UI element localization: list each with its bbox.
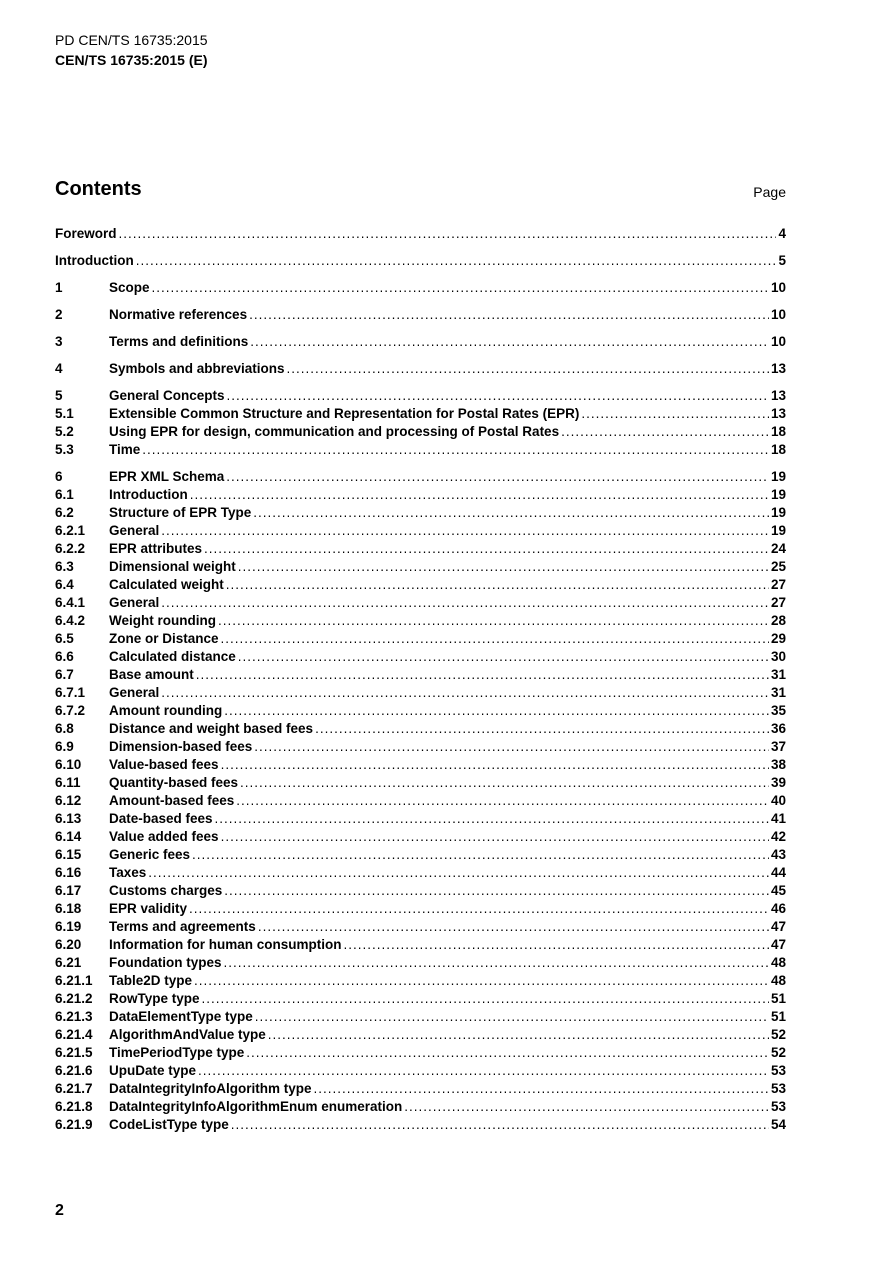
toc-entry[interactable] [55,253,786,271]
toc-entry-title: Time [109,442,141,457]
table-of-contents [55,226,786,1135]
toc-leader-dots [161,595,769,610]
toc-entry-number: 6.21.9 [55,1117,93,1132]
toc-entry-title: CodeListType type [109,1117,229,1132]
toc-entry-page: 48 [770,973,786,988]
toc-entry[interactable] [55,865,786,883]
toc-entry-page: 53 [770,1099,786,1114]
toc-entry-page: 19 [770,505,786,520]
toc-leader-dots [221,631,769,646]
toc-entry-number: 6.20 [55,937,82,952]
toc-entry-page: 42 [770,829,786,844]
toc-leader-dots [287,361,769,376]
toc-entry-page: 18 [770,424,786,439]
toc-leader-dots [221,829,769,844]
toc-entry-number: 5.3 [55,442,74,457]
toc-entry[interactable] [55,703,786,721]
toc-entry-number: 6.21.6 [55,1063,93,1078]
toc-entry-number: 6.18 [55,901,82,916]
toc-entry[interactable] [55,739,786,757]
toc-entry-number: 6.7.2 [55,703,86,718]
toc-entry[interactable] [55,883,786,901]
toc-entry-page: 54 [770,1117,786,1132]
toc-entry-page: 31 [770,667,786,682]
toc-leader-dots [224,955,769,970]
toc-entry[interactable] [55,424,786,442]
toc-entry-page: 44 [770,865,786,880]
toc-leader-dots [224,703,769,718]
toc-leader-dots [254,739,769,754]
toc-leader-dots [226,469,769,484]
toc-entry[interactable] [55,559,786,577]
toc-entry-title: DataIntegrityInfoAlgorithmEnum enumeration [109,1099,403,1114]
toc-entry-number: 6.12 [55,793,82,808]
toc-entry-page: 40 [770,793,786,808]
toc-entry-number: 6.4.2 [55,613,86,628]
toc-leader-dots [196,667,769,682]
toc-entry-title: Customs charges [109,883,223,898]
toc-entry-number: 2 [55,307,63,322]
toc-leader-dots [258,919,769,934]
toc-leader-dots [404,1099,769,1114]
toc-entry-number: 6.14 [55,829,82,844]
toc-leader-dots [344,937,769,952]
toc-entry-number: 6.5 [55,631,74,646]
toc-entry[interactable] [55,685,786,703]
toc-leader-dots [255,1009,769,1024]
toc-leader-dots [561,424,769,439]
toc-entry[interactable] [55,406,786,424]
toc-entry-number: 6.7.1 [55,685,86,700]
toc-entry[interactable] [55,901,786,919]
toc-leader-dots [581,406,769,421]
toc-entry-page: 19 [770,469,786,484]
toc-entry[interactable] [55,1081,786,1099]
toc-entry[interactable] [55,631,786,649]
toc-entry[interactable] [55,793,786,811]
toc-entry[interactable] [55,1045,786,1063]
toc-entry-page: 27 [770,595,786,610]
toc-entry-page: 10 [770,307,786,322]
toc-leader-dots [236,793,769,808]
toc-entry[interactable] [55,649,786,667]
toc-entry[interactable] [55,811,786,829]
toc-entry[interactable] [55,973,786,991]
toc-leader-dots [192,847,769,862]
toc-leader-dots [215,811,769,826]
page-title: Contents [55,178,142,200]
toc-entry[interactable] [55,577,786,595]
toc-entry[interactable] [55,595,786,613]
toc-entry[interactable] [55,721,786,739]
toc-entry-title: EPR attributes [109,541,203,556]
toc-leader-dots [204,541,769,556]
toc-leader-dots [142,442,769,457]
toc-entry-number: 6.13 [55,811,82,826]
toc-entry[interactable] [55,1099,786,1117]
toc-entry-number: 6.21.5 [55,1045,93,1060]
page-column-label: Page [753,184,786,200]
toc-entry-page: 53 [770,1081,786,1096]
toc-entry-number: 6.21.8 [55,1099,93,1114]
toc-entry-title: Dimension-based fees [109,739,253,754]
toc-leader-dots [238,559,769,574]
toc-leader-dots [224,883,769,898]
toc-entry-page: 43 [770,847,786,862]
toc-leader-dots [249,307,769,322]
toc-entry[interactable] [55,469,786,487]
toc-entry-page: 51 [770,1009,786,1024]
toc-entry[interactable] [55,307,786,325]
toc-entry-title: Date-based fees [109,811,213,826]
toc-entry-title: Introduction [55,253,134,268]
toc-entry-number: 6.17 [55,883,82,898]
toc-entry-page: 29 [770,631,786,646]
toc-entry-title: General [109,595,160,610]
toc-entry-number: 6.10 [55,757,82,772]
toc-entry-number: 6.9 [55,739,74,754]
toc-entry[interactable] [55,523,786,541]
toc-entry-page: 51 [770,991,786,1006]
toc-entry[interactable] [55,361,786,379]
toc-entry-page: 13 [770,388,786,403]
toc-entry[interactable] [55,487,786,505]
toc-entry-number: 6.15 [55,847,82,862]
toc-leader-dots [268,1027,769,1042]
toc-entry-title: Dimensional weight [109,559,236,574]
toc-entry[interactable] [55,388,786,406]
toc-entry-title: Foreword [55,226,117,241]
toc-entry[interactable] [55,1009,786,1027]
toc-entry-title: Zone or Distance [109,631,219,646]
toc-leader-dots [240,775,769,790]
toc-entry-number: 6.2 [55,505,74,520]
toc-entry-page: 13 [770,361,786,376]
toc-entry-number: 6.2.1 [55,523,86,538]
toc-entry-title: Information for human consumption [109,937,342,952]
toc-leader-dots [161,523,769,538]
toc-entry-title: Amount rounding [109,703,223,718]
toc-entry-title: Normative references [109,307,248,322]
toc-entry-title: Distance and weight based fees [109,721,314,736]
toc-entry-title: Structure of EPR Type [109,505,252,520]
document-id-english: CEN/TS 16735:2015 (E) [55,52,208,68]
toc-entry-number: 3 [55,334,63,349]
toc-entry-number: 6.21.2 [55,991,93,1006]
toc-entry[interactable] [55,1063,786,1081]
toc-entry-title: DataElementType type [109,1009,253,1024]
toc-entry-title: Extensible Common Structure and Representation for Postal Rates (EPR) [109,406,580,421]
toc-entry[interactable] [55,847,786,865]
toc-leader-dots [194,973,769,988]
toc-leader-dots [246,1045,769,1060]
toc-leader-dots [190,487,769,502]
toc-entry-page: 47 [770,919,786,934]
toc-leader-dots [136,253,777,268]
toc-entry[interactable] [55,775,786,793]
toc-entry-number: 6.19 [55,919,82,934]
toc-entry-title: Scope [109,280,150,295]
toc-entry-page: 41 [770,811,786,826]
toc-entry-number: 6.7 [55,667,74,682]
toc-entry-number: 5.2 [55,424,74,439]
toc-entry-title: Value-based fees [109,757,219,772]
toc-entry-page: 53 [770,1063,786,1078]
toc-entry[interactable] [55,667,786,685]
toc-entry-page: 24 [770,541,786,556]
toc-entry-number: 1 [55,280,63,295]
toc-entry-title: General [109,685,160,700]
toc-entry-page: 48 [770,955,786,970]
toc-entry-number: 5 [55,388,63,403]
toc-entry-title: Taxes [109,865,147,880]
page-number: 2 [55,1202,64,1219]
toc-leader-dots [189,901,769,916]
toc-entry-title: Quantity-based fees [109,775,239,790]
toc-entry-number: 6.4 [55,577,74,592]
toc-entry-title: Base amount [109,667,194,682]
toc-entry-page: 37 [770,739,786,754]
toc-entry[interactable] [55,955,786,973]
toc-entry-title: General [109,523,160,538]
toc-entry-page: 35 [770,703,786,718]
toc-entry-title: UpuDate type [109,1063,197,1078]
toc-entry-title: Table2D type [109,973,193,988]
toc-entry-page: 52 [770,1045,786,1060]
toc-leader-dots [221,757,769,772]
toc-entry-page: 30 [770,649,786,664]
toc-entry[interactable] [55,919,786,937]
toc-leader-dots [315,721,769,736]
toc-entry-title: Introduction [109,487,188,502]
toc-entry-page: 27 [770,577,786,592]
toc-entry-number: 6.21.3 [55,1009,93,1024]
toc-entry-page: 13 [770,406,786,421]
toc-entry-number: 6.4.1 [55,595,86,610]
toc-entry-page: 38 [770,757,786,772]
toc-entry[interactable] [55,937,786,955]
toc-entry-title: EPR validity [109,901,188,916]
toc-entry-number: 6.16 [55,865,82,880]
toc-entry-page: 36 [770,721,786,736]
toc-leader-dots [253,505,769,520]
toc-entry-title: Using EPR for design, communication and processing of Postal Rates [109,424,560,439]
toc-entry-page: 47 [770,937,786,952]
toc-entry-number: 5.1 [55,406,74,421]
toc-entry-number: 6.2.2 [55,541,86,556]
toc-leader-dots [227,388,769,403]
toc-entry-number: 6.21.7 [55,1081,93,1096]
toc-leader-dots [231,1117,769,1132]
toc-leader-dots [148,865,769,880]
toc-entry-title: EPR XML Schema [109,469,225,484]
toc-entry-title: Terms and definitions [109,334,249,349]
toc-entry[interactable] [55,1117,786,1135]
toc-entry-title: Calculated weight [109,577,224,592]
toc-leader-dots [250,334,769,349]
toc-entry-title: Weight rounding [109,613,216,628]
toc-entry[interactable] [55,757,786,775]
toc-entry-number: 6 [55,469,63,484]
toc-entry-page: 5 [778,253,786,268]
toc-entry-number: 4 [55,361,63,376]
toc-entry-page: 18 [770,442,786,457]
toc-entry-page: 19 [770,523,786,538]
toc-entry[interactable] [55,541,786,559]
toc-entry-title: Foundation types [109,955,222,970]
toc-leader-dots [198,1063,769,1078]
toc-leader-dots [218,613,769,628]
toc-entry[interactable] [55,280,786,298]
toc-entry[interactable] [55,829,786,847]
toc-entry-number: 6.21 [55,955,82,970]
toc-entry-title: DataIntegrityInfoAlgorithm type [109,1081,312,1096]
toc-entry-title: Value added fees [109,829,219,844]
toc-entry[interactable] [55,226,786,244]
toc-entry[interactable] [55,613,786,631]
toc-entry-page: 46 [770,901,786,916]
toc-leader-dots [226,577,769,592]
toc-entry-number: 6.8 [55,721,74,736]
toc-entry-title: RowType type [109,991,200,1006]
toc-entry-number: 6.11 [55,775,81,790]
toc-entry[interactable] [55,991,786,1009]
toc-entry-number: 6.3 [55,559,74,574]
toc-entry-title: Symbols and abbreviations [109,361,285,376]
toc-entry-page: 52 [770,1027,786,1042]
document-id: PD CEN/TS 16735:2015 [55,32,208,48]
toc-entry-page: 39 [770,775,786,790]
toc-entry-page: 31 [770,685,786,700]
toc-leader-dots [161,685,769,700]
toc-entry-page: 10 [770,280,786,295]
toc-entry[interactable] [55,442,786,460]
toc-leader-dots [119,226,777,241]
toc-entry-title: Calculated distance [109,649,236,664]
toc-leader-dots [314,1081,769,1096]
toc-entry-page: 28 [770,613,786,628]
toc-entry-title: Generic fees [109,847,191,862]
toc-entry-page: 25 [770,559,786,574]
toc-entry-page: 45 [770,883,786,898]
toc-entry[interactable] [55,1027,786,1045]
toc-entry[interactable] [55,334,786,352]
toc-entry-number: 6.21.4 [55,1027,93,1042]
toc-entry-page: 4 [778,226,786,241]
toc-entry-number: 6.6 [55,649,74,664]
toc-entry-title: AlgorithmAndValue type [109,1027,266,1042]
toc-entry-title: General Concepts [109,388,225,403]
toc-entry-title: Amount-based fees [109,793,235,808]
toc-leader-dots [238,649,769,664]
toc-entry-page: 10 [770,334,786,349]
toc-entry-title: TimePeriodType type [109,1045,245,1060]
toc-entry-title: Terms and agreements [109,919,256,934]
toc-entry-page: 19 [770,487,786,502]
toc-entry-number: 6.21.1 [55,973,93,988]
toc-leader-dots [202,991,769,1006]
toc-entry[interactable] [55,505,786,523]
toc-entry-number: 6.1 [55,487,74,502]
toc-leader-dots [152,280,769,295]
